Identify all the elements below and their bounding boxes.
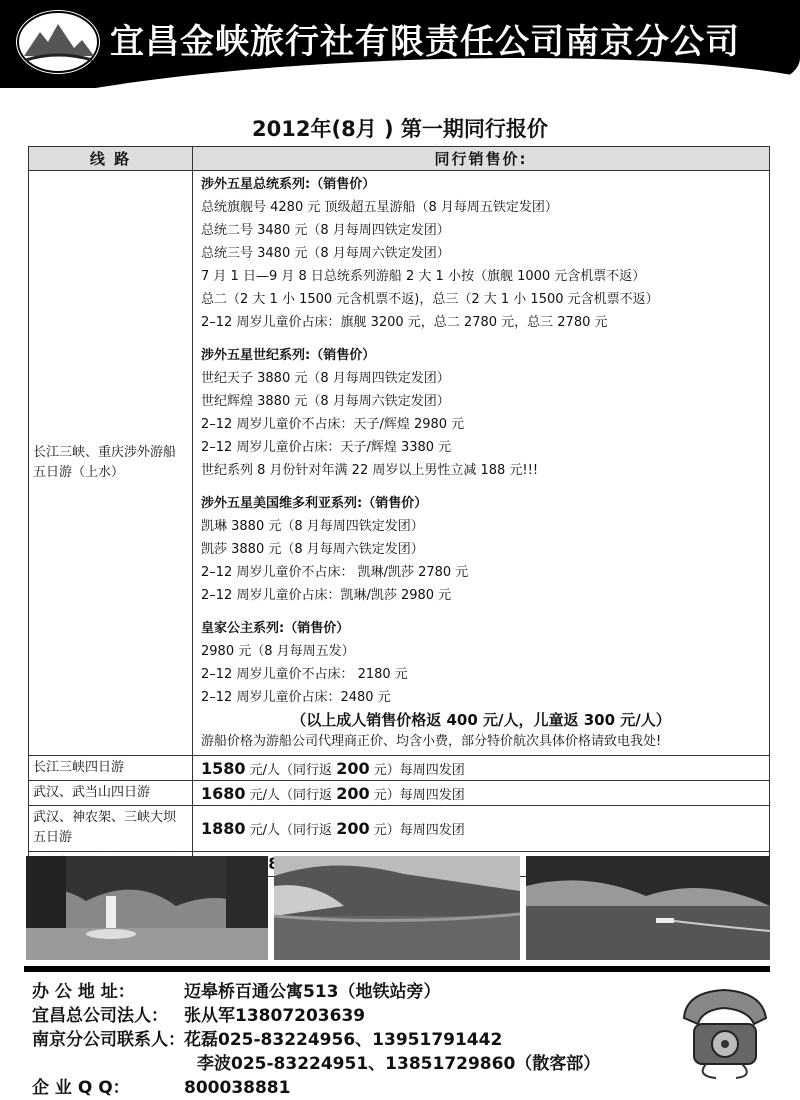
table-header-row (29, 147, 770, 171)
table-row (29, 171, 770, 756)
page-subtitle: 2012年(8月 ) 第一期同行报价 (252, 117, 548, 141)
address-label: 办 公 地 址： (32, 982, 135, 1002)
mountain-logo-icon (16, 10, 100, 74)
price-cell (193, 756, 770, 781)
series-line: 总二（2 大 1 小 1500 元含机票不返)，总三（2 大 1 小 1500 元含机票不返） (201, 292, 659, 307)
qq-value: 800038881 (184, 1078, 291, 1098)
series-line: 2–12 周岁儿童价不占床： 2180 元 (201, 667, 408, 682)
series-line: 2–12 周岁儿童价占床：天子/辉煌 3380 元 (201, 440, 452, 455)
series-block (201, 173, 761, 334)
series-title: 涉外五星世纪系列:（销售价） (201, 348, 376, 363)
series-line: 世纪天子 3880 元（8 月每周四铁定发团） (201, 371, 450, 386)
series-line: 世纪系列 8 月份针对年满 22 周岁以上男性立减 188 元!!! (201, 463, 539, 478)
contact-label: 南京分公司联系人： (32, 1030, 185, 1050)
route-cell: 武汉、武当山四日游 (29, 781, 193, 806)
company-title: 宜昌金峡旅行社有限责任公司南京分公司 (110, 22, 740, 62)
series-line: 总统二号 3480 元（8 月每周四铁定发团） (201, 223, 450, 238)
series-line: 世纪辉煌 3880 元（8 月每周六铁定发团） (201, 394, 450, 409)
header (0, 0, 800, 95)
telephone-icon (676, 978, 772, 1082)
footer-contact (32, 980, 600, 1100)
rebate-value: 200 (336, 818, 370, 838)
price-tail: 元）每周四发团 (373, 787, 465, 803)
price-note: 游船价格为游船公司代理商正价、均含小费，部分特价航次具体价格请致电我处! (201, 734, 662, 749)
col-route-header: 线 路 (29, 147, 193, 171)
contact-value: 花磊025-83224956、13951791442 (184, 1030, 503, 1050)
waterfall-photo (26, 856, 268, 960)
series-line: 总统旗舰号 4280 元 顶级超五星游船（8 月每周五铁定发团） (201, 200, 558, 215)
series-line: 总统三号 3480 元（8 月每周六铁定发团） (201, 246, 450, 261)
rebate-value: 200 (336, 783, 370, 803)
series-line: 凯琳 3880 元（8 月每周四铁定发团） (201, 519, 424, 534)
series-line: 7 月 1 日—9 月 8 日总统系列游船 2 大 1 小按（旗舰 1000 元含机票不返） (201, 269, 646, 284)
rebate-note: （以上成人销售价格返 400 元/人，儿童返 300 元/人） (291, 711, 671, 729)
series-block (201, 344, 761, 482)
route-cell: 长江三峡、重庆涉外游船五日游（上水） (29, 171, 193, 756)
col-price-header: 同行销售价: (193, 147, 770, 171)
series-block (201, 492, 761, 607)
river-boat-photo (526, 856, 770, 960)
series-line: 2–12 周岁儿童价占床：2480 元 (201, 690, 391, 705)
legal-label: 宜昌总公司法人： (32, 1006, 168, 1026)
price-unit: 元/人（同行返 (249, 762, 333, 778)
series-block (201, 617, 761, 709)
contact-value-2: 李波025-83224951、13851729860（散客部） (197, 1054, 601, 1074)
series-line: 2980 元（8 月每周五发） (201, 644, 355, 659)
series-title: 皇家公主系列:（销售价） (201, 621, 350, 636)
photo-strip (26, 856, 770, 960)
address-row (32, 980, 600, 1004)
series-line: 凯莎 3880 元（8 月每周六铁定发团） (201, 542, 424, 557)
qq-row (32, 1076, 600, 1100)
rebate-value: 200 (336, 758, 370, 778)
price-unit: 元/人（同行返 (249, 787, 333, 803)
table-row (29, 806, 770, 851)
contact-row (32, 1028, 600, 1052)
qq-label: 企 业 Q Q： (32, 1078, 130, 1098)
contact-row-2 (32, 1052, 600, 1076)
price-unit: 元/人（同行返 (249, 822, 333, 838)
series-title: 涉外五星美国维多利亚系列:（销售价） (201, 496, 428, 511)
legal-row (32, 1004, 600, 1028)
series-line: 2–12 周岁儿童价不占床：天子/辉煌 2980 元 (201, 417, 465, 432)
series-title: 涉外五星总统系列:（销售价） (201, 177, 376, 192)
series-line: 2–12 周岁儿童价占床：旗舰 3200 元，总二 2780 元，总三 2780 元 (201, 315, 608, 330)
address-value: 迈皋桥百通公寓513（地铁站旁） (184, 982, 441, 1002)
price-cell (193, 806, 770, 851)
price-tail: 元）每周四发团 (373, 822, 465, 838)
price-table (28, 146, 770, 877)
series-line: 2–12 周岁儿童价占床：凯琳/凯莎 2980 元 (201, 588, 452, 603)
route-cell: 长江三峡四日游 (29, 756, 193, 781)
table-row (29, 781, 770, 806)
gorge-photo (274, 856, 520, 960)
series-line: 2–12 周岁儿童价不占床： 凯琳/凯莎 2780 元 (201, 565, 469, 580)
legal-value: 张从军13807203639 (184, 1006, 366, 1026)
divider (24, 966, 770, 972)
route-cell: 武汉、神农架、三峡大坝五日游 (29, 806, 193, 851)
price-value: 1580 (201, 758, 246, 778)
price-cell (193, 171, 770, 756)
table-row (29, 756, 770, 781)
price-cell (193, 781, 770, 806)
price-value: 1880 (201, 818, 246, 838)
price-tail: 元）每周四发团 (373, 762, 465, 778)
price-value: 1680 (201, 783, 246, 803)
